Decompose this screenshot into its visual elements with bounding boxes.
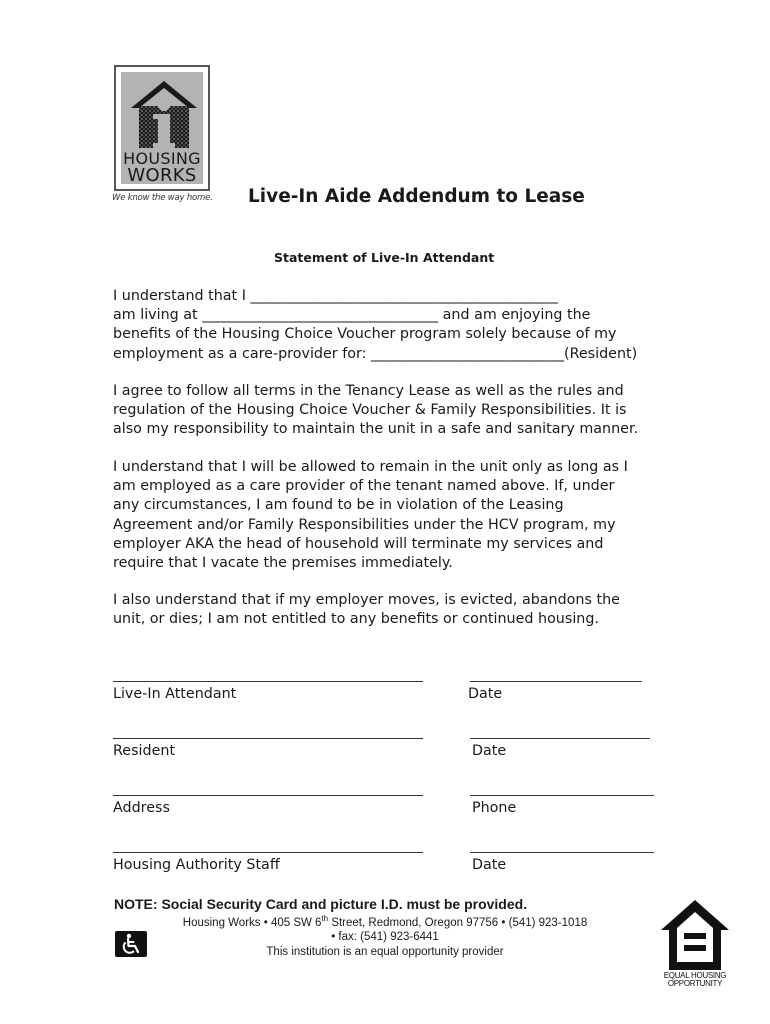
label-phone: Phone bbox=[472, 800, 517, 816]
address-line[interactable] bbox=[113, 795, 423, 796]
signature-line-resident[interactable] bbox=[113, 738, 423, 739]
equal-housing-label-line2: OPPORTUNITY bbox=[667, 979, 723, 988]
footer-fax: • fax: (541) 923-6441 bbox=[331, 931, 439, 943]
paragraph-entitlements: I also understand that if my employer moves, is evicted, abandons the unit, or dies; I am not entitled to any benefits or continued housing. bbox=[113, 592, 620, 628]
label-live-in-attendant: Live-In Attendant bbox=[113, 686, 237, 702]
label-resident: Resident bbox=[113, 743, 176, 759]
house-icon bbox=[129, 78, 199, 148]
document-subtitle: Statement of Live-In Attendant bbox=[274, 250, 495, 265]
date-line-resident[interactable] bbox=[470, 738, 650, 739]
label-date-attendant: Date bbox=[468, 686, 503, 702]
label-housing-authority-staff: Housing Authority Staff bbox=[113, 857, 280, 873]
footer-address-end: Street, Redmond, Oregon 97756 • (541) 923-1018 bbox=[328, 916, 588, 929]
date-line-staff[interactable] bbox=[470, 852, 654, 853]
footer-equal-opportunity: This institution is an equal opportunity provider bbox=[266, 946, 504, 958]
equal-housing-icon bbox=[659, 898, 731, 970]
phone-line[interactable] bbox=[470, 795, 654, 796]
logo-background bbox=[121, 72, 203, 184]
document-title: Live-In Aide Addendum to Lease bbox=[248, 186, 585, 207]
footer-address-start: Housing Works • 405 SW 6 bbox=[182, 916, 322, 929]
label-address: Address bbox=[113, 800, 170, 816]
paragraph-conditions: I understand that I will be allowed to remain in the unit only as long as I am employed as a care provider of the tenant named above. If, under any circumstances, I am found to be in violation of the Leasing Agreement and/or Family Responsibilities under the HCV program, my employer AKA the head of household will terminate my services and require that I vacate the premises immediately. bbox=[113, 459, 628, 572]
label-date-staff: Date bbox=[472, 857, 507, 873]
equal-housing-label bbox=[659, 972, 731, 988]
wheelchair-icon bbox=[115, 931, 147, 957]
equal-housing-label-line1: EQUAL HOUSING bbox=[663, 971, 727, 980]
housing-works-logo bbox=[114, 65, 210, 191]
logo-word-works: WORKS bbox=[127, 165, 197, 186]
signature-line-attendant[interactable] bbox=[113, 681, 423, 682]
logo-tagline: We know the way home. bbox=[112, 193, 213, 203]
paragraph-statement: I understand that I ___________________________________________ am living at _________________________________ and am enjoying the benefits of the Housing Choice Voucher program solely because of my employment as a care-provider for: ___________________________(Resident) bbox=[113, 288, 638, 362]
footer-address bbox=[0, 914, 770, 929]
id-requirement-note: NOTE: Social Security Card and picture I.D. must be provided. bbox=[114, 896, 528, 912]
footer-address-ordinal: th bbox=[321, 914, 329, 923]
date-line-attendant[interactable] bbox=[470, 681, 642, 682]
label-date-resident: Date bbox=[472, 743, 507, 759]
paragraph-agreement: I agree to follow all terms in the Tenancy Lease as well as the rules and regulation of the Housing Choice Voucher & Family Responsibilities. It is also my responsibility to maintain the unit in a safe and sanitary manner. bbox=[113, 383, 639, 438]
logo-word-housing: HOUSING bbox=[123, 149, 201, 168]
signature-line-staff[interactable] bbox=[113, 852, 423, 853]
